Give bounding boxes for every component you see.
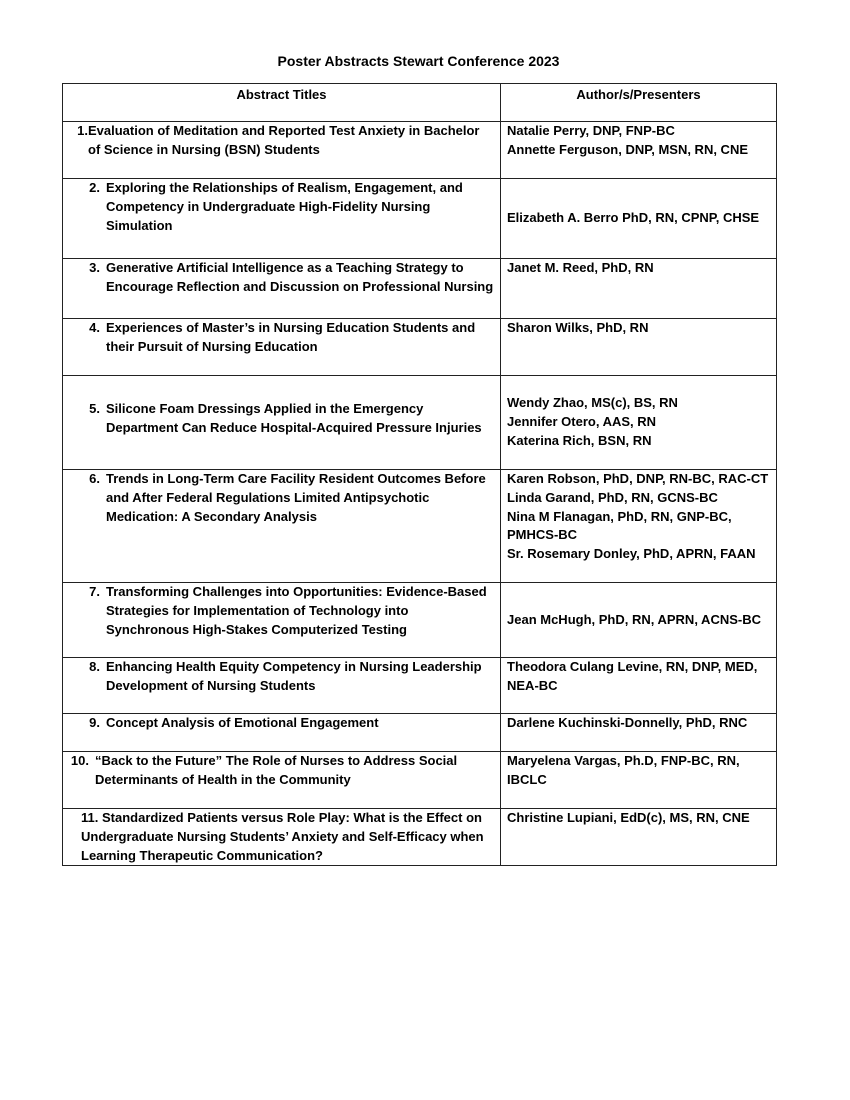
table-row: [63, 470, 777, 583]
authors-cell: [501, 376, 777, 470]
abstract-title: “Back to the Future” The Role of Nurses to Address Social Determinants of Health in the Community: [95, 753, 458, 787]
table-row: [63, 752, 777, 809]
abstract-title-cell: [63, 809, 501, 866]
author-line: Christine Lupiani, EdD(c), MS, RN, CNE: [507, 810, 750, 825]
abstract-title-cell: [63, 714, 501, 752]
author-line: Jean McHugh, PhD, RN, APRN, ACNS-BC: [507, 611, 761, 627]
abstract-title: Evaluation of Meditation and Reported Test Anxiety in Bachelor of Science in Nursing (BSN) Students: [88, 123, 480, 157]
author-line: Theodora Culang Levine, RN, DNP, MED, NEA-BC: [507, 659, 758, 693]
author-line: Maryelena Vargas, Ph.D, FNP-BC, RN, IBCLC: [507, 753, 740, 787]
abstract-number: 10.: [70, 753, 89, 768]
abstract-number: 3.: [89, 260, 100, 275]
abstract-title-cell: [63, 658, 501, 714]
abstract-number: 4.: [89, 320, 100, 335]
authors-cell: [501, 658, 777, 714]
abstracts-table: [62, 83, 777, 866]
abstract-title: Experiences of Master’s in Nursing Education Students and their Pursuit of Nursing Education: [106, 320, 476, 354]
abstract-title-cell: [63, 259, 501, 319]
abstract-number: 6.: [89, 471, 100, 486]
abstract-number: 9.: [89, 715, 100, 730]
authors-cell: [501, 259, 777, 319]
author-line: Elizabeth A. Berro PhD, RN, CPNP, CHSE: [507, 210, 760, 226]
authors-cell: [501, 809, 777, 866]
abstract-title-cell: [63, 179, 501, 259]
author-line: Darlene Kuchinski-Donnelly, PhD, RNC: [507, 715, 748, 730]
author-line: Jennifer Otero, AAS, RN: [507, 414, 657, 430]
abstract-title-cell: [63, 122, 501, 179]
abstract-title: Concept Analysis of Emotional Engagement: [106, 715, 379, 730]
authors-cell: [501, 583, 777, 658]
abstract-title-cell: [63, 319, 501, 376]
header-authors: Author/s/Presenters: [501, 84, 777, 122]
table-header-row: [63, 84, 777, 122]
table-row: [63, 809, 777, 866]
table-row: [63, 376, 777, 470]
author-line: Annette Ferguson, DNP, MSN, RN, CNE: [507, 141, 749, 157]
abstract-title: Trends in Long-Term Care Facility Resident Outcomes Before and After Federal Regulations Limited Antipsychotic Medication: A Secondary Analysis: [106, 471, 486, 524]
abstract-number: 7.: [89, 584, 100, 599]
abstract-title: Generative Artificial Intelligence as a Teaching Strategy to Encourage Reflection and Discussion on Professional Nursing: [106, 260, 494, 294]
authors-cell: [501, 470, 777, 583]
author-line: Natalie Perry, DNP, FNP-BC: [507, 123, 675, 138]
header-abstract-titles: Abstract Titles: [63, 84, 501, 122]
authors-cell: [501, 122, 777, 179]
abstract-number: 2.: [89, 180, 100, 195]
abstract-title: Exploring the Relationships of Realism, Engagement, and Competency in Undergraduate High-Fidelity Nursing Simulation: [106, 180, 463, 233]
author-line: Linda Garand, PhD, RN, GCNS-BC: [507, 489, 718, 505]
abstract-title: 11. Standardized Patients versus Role Play: What is the Effect on Undergraduate Nursing Students’ Anxiety and Self-Efficacy when Learning Therapeutic Communication?: [81, 810, 484, 863]
abstract-number: 11.: [81, 810, 99, 825]
abstract-title-cell: [63, 583, 501, 658]
author-line: Karen Robson, PhD, DNP, RN-BC, RAC-CT: [507, 471, 769, 486]
table-row: [63, 319, 777, 376]
abstract-title-cell: [63, 752, 501, 809]
author-line: Katerina Rich, BSN, RN: [507, 432, 652, 448]
authors-cell: [501, 752, 777, 809]
authors-cell: [501, 714, 777, 752]
abstract-number: 8.: [89, 659, 100, 674]
abstract-title-cell: [63, 470, 501, 583]
table-row: [63, 179, 777, 259]
author-line: Sr. Rosemary Donley, PhD, APRN, FAAN: [507, 546, 756, 562]
author-line: Wendy Zhao, MS(c), BS, RN: [507, 395, 678, 411]
table-row: [63, 658, 777, 714]
table-row: [63, 583, 777, 658]
authors-cell: [501, 319, 777, 376]
document-title: Poster Abstracts Stewart Conference 2023: [277, 53, 560, 69]
abstract-title-cell: [63, 376, 501, 470]
table-row: [63, 122, 777, 179]
table-row: [63, 714, 777, 752]
author-line: Sharon Wilks, PhD, RN: [507, 320, 649, 335]
authors-cell: [501, 179, 777, 259]
abstract-number: 5.: [89, 400, 100, 416]
abstract-title: Enhancing Health Equity Competency in Nursing Leadership Development of Nursing Students: [106, 659, 482, 693]
table-row: [63, 259, 777, 319]
author-line: Janet M. Reed, PhD, RN: [507, 260, 654, 275]
abstract-number: 1.: [77, 123, 88, 138]
abstract-title: Transforming Challenges into Opportunities: Evidence-Based Strategies for Implementation of Technology into Synchronous High-Stakes Computerized Testing: [106, 584, 487, 637]
author-line: Nina M Flanagan, PhD, RN, GNP-BC, PMHCS-BC: [507, 508, 732, 543]
abstract-title: Silicone Foam Dressings Applied in the Emergency Department Can Reduce Hospital-Acquired Pressure Injuries: [106, 400, 482, 435]
